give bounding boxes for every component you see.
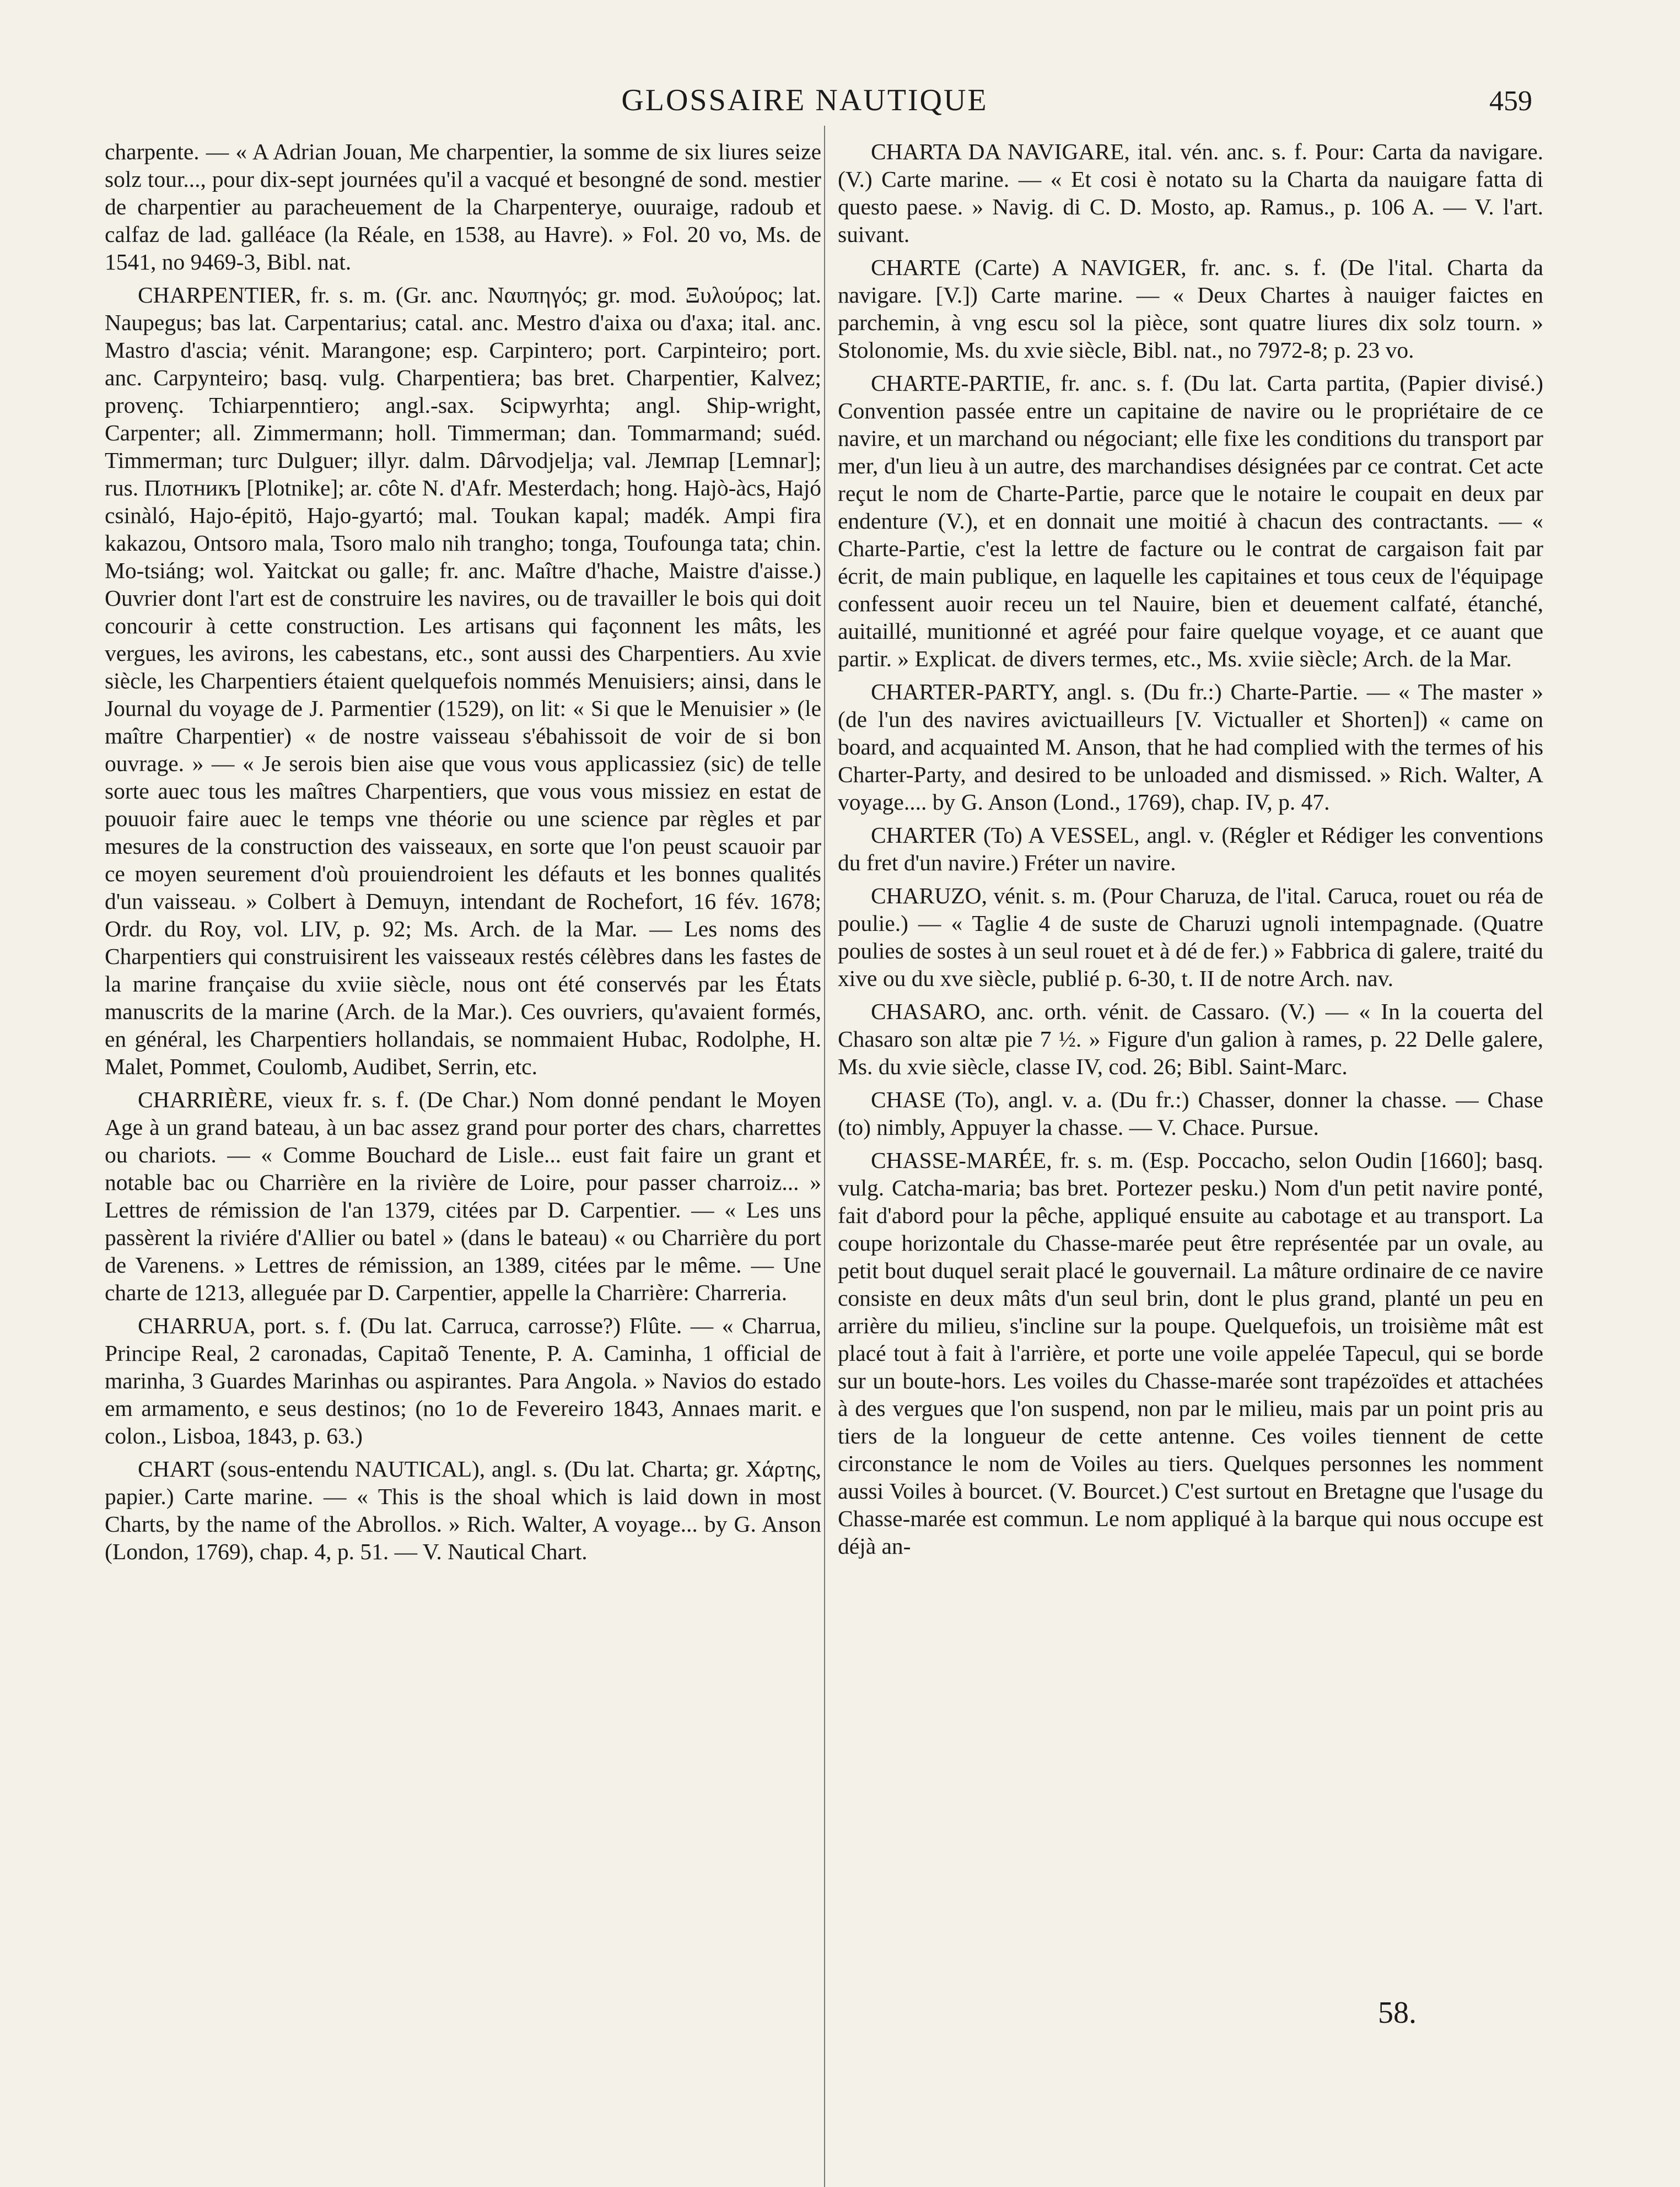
entry-paragraph: CHARPENTIER, fr. s. m. (Gr. anc. Ναυπηγός; gr. mod. Ξυλούρος; lat. Naupegus; bas lat. Carpentarius; catal. anc. Mestro d'aixa ou d'axa; ital. anc. Mastro d'ascia; vénit. Marangone; esp. Carpintero; port. Carpinteiro; port. anc. Carpynteiro; basq. vulg. Charpentiera; bas bret. Charpentier, Kalvez; provenç. Tchiarpenntiero; angl.-sax. Scipwyrhta; angl. Ship-wright, Carpenter; all. Zimmermann; holl. Timmerman; dan. Tommarmand; suéd. Timmerman; turc Dulguer; illyr. dalm. Dârvodjelja; val. Лемпар [Lemnar]; rus. Плотникъ [Plotnike]; ar. côte N. d'Afr. Mesterdach; hong. Hajò-àcs, Hajó csinàló, Hajo-épitö, Hajo-gyartó; mal. Toukan kapal; madék. Ampi fira kakazou, Ontsoro mala, Tsoro malo nih trangho; tonga, Toufounga tata; chin. Mo-tsiáng; wol. Yaitckat ou galle; fr. anc. Maître d'hache, Maistre d'aisse.) Ouvrier dont l'art est de construire les navires, ou de travailler le bois qui doit concourir à cette construction. Les artisans qui façonnent les mâts, les vergues, les avirons, les cabestans, etc., sont aussi des Charpentiers. Au xvie siècle, les Charpentiers étaient quelquefois nommés Menuisiers; ainsi, dans le Journal du voyage de J. Parmentier (1529), on lit: « Si que le Menuisier » (le maître Charpentier) « de nostre vaisseau s'ébahissoit de voir de si bon ouvrage. » — « Je serois bien aise que vous vous applicassiez (sic) de telle sorte auec tous les maîtres Charpentiers, que vous vous missiez en estat de pouuoir faire auec le temps vne théorie ou une science par règles et par mesures de la construction des vaisseaux, en sorte que l'on peust scauoir par ce moyen seurement d'où prouiendroient les défauts et les bonnes qualités d'un vaisseau. » Colbert à Demuyn, intendant de Rochefort, 16 fév. 1678; Ordr. du Roy, vol. LIV, p. 92; Ms. Arch. de la Mar. — Les noms des Charpentiers qui construisirent les vaisseaux restés célèbres dans les fastes de la marine française du xviie siècle, nous ont été conservés par les États manuscrits de la marine (Arch. de la Mar.). Ces ouvriers, qu'avaient formés, en général, les Charpentiers hollandais, se nommaient Hubac, Rodolphe, H. Malet, Pommet, Coulomb, Audibet, Serrin, etc. (105, 282, 821, 1079)
entry-paragraph: CHARUZO, vénit. s. m. (Pour Charuza, de l'ital. Caruca, rouet ou réa de poulie.) — « Taglie 4 de suste de Charuzi ugnoli intempagnade. (Quatre poulies de sostes à un seul rouet et à dé de fer.) » Fabbrica di galere, traité du xive ou du xve siècle, publié p. 6-30, t. II de notre Arch. nav. (838, 883, 1543, 991)
entry-paragraph: charpente. — « A Adrian Jouan, Me charpentier, la somme de six liures seize solz tour..., pour dix-sept journées qu'il a vacqué et besongné de sond. mestier de charpentier au paracheuement de la Charpenterye, ouuraige, radoub et calfaz de lad. galléace (la Réale, en 1538, au Havre). » Fol. 20 vo, Ms. de 1541, no 9469-3, Bibl. nat. (105, 139, 821, 274)
running-title: GLOSSAIRE NAUTIQUE (621, 83, 988, 117)
entry-paragraph: CHARTER-PARTY, angl. s. (Du fr.:) Charte-Partie. — « The master » (de l'un des navires avictuailleurs [V. Victualler et Shorten]) « came on board, and acquainted M. Anson, that he had complied with the termes of his Charter-Party, and desired to be unloaded and dismissed. » Rich. Walter, A voyage.... by G. Anson (Lond., 1769), chap. IV, p. 47. (838, 679, 1543, 815)
entry-paragraph: CHARRUA, port. s. f. (Du lat. Carruca, carrosse?) Flûte. — « Charrua, Principe Real, 2 caronadas, Capitaõ Tenente, P. A. Caminha, 1 official de marinha, 3 Guardes Marinhas ou aspirantes. Para Angola. » Navios do estado em armamento, e seus destinos; (no 1o de Fevereiro 1843, Annaes marit. e colon., Lisboa, 1843, p. 63.) (105, 1313, 821, 1448)
page-number: 459 (1489, 85, 1532, 117)
entry-paragraph: CHART (sous-entendu NAUTICAL), angl. s. (Du lat. Charta; gr. Χάρτης, papier.) Carte marine. — « This is the shoal which is laid down in most Charts, by the name of the Abrollos. » Rich. Walter, A voyage... by G. Anson (London, 1769), chap. 4, p. 51. — V. Nautical Chart. (105, 1456, 821, 1564)
entry-paragraph: CHASARO, anc. orth. vénit. de Cassaro. (V.) — « In la couerta del Chasaro son altæ pie 7 ½. » Figure d'un galion à rames, p. 22 Delle galere, Ms. du xvie siècle, classe IV, cod. 26; Bibl. Saint-Marc. (838, 999, 1543, 1079)
column-divider (824, 126, 825, 2187)
signature-mark: 58. (1378, 1996, 1417, 2030)
page-header (99, 83, 1532, 127)
right-column (838, 138, 1543, 1565)
entry-paragraph: CHARTER (To) A VESSEL, angl. v. (Régler et Rédiger les conventions du fret d'un navire.) Fréter un navire. (838, 822, 1543, 875)
entry-paragraph: CHASE (To), angl. v. a. (Du fr.:) Chasser, donner la chasse. — Chase (to) nimbly, Appuyer la chasse. — V. Chace. Pursue. (838, 1087, 1543, 1140)
entry-paragraph: CHARRIÈRE, vieux fr. s. f. (De Char.) Nom donné pendant le Moyen Age à un grand bateau, à un bac assez grand pour porter des chars, charrettes ou chariots. — « Comme Bouchard de Lisle... eust fait faire un grant et notable bac ou Charrière en la rivière de Loire, pour passer charroiz... » Lettres de rémission de l'an 1379, citées par D. Carpentier. — « Les uns passèrent la riviére d'Allier ou batel » (dans le bateau) « ou Charrière du port de Varenens. » Lettres de rémission, an 1389, citées par le même. — Une charte de 1213, alleguée par D. Carpentier, appelle la Charrière: Charreria. (105, 1087, 821, 1305)
entry-paragraph: CHASSE-MARÉE, fr. s. m. (Esp. Poccacho, selon Oudin [1660]; basq. vulg. Catcha-maria; bas bret. Portezer pesku.) Nom d'un petit navire ponté, fait d'abord pour la pêche, appliqué ensuite au cabotage et au transport. La coupe horizontale du Chasse-marée peut être représentée par un ovale, au petit bout duquel serait placé le gouvernail. La mâture ordinaire de ce navire consiste en deux mâts d'un seul brin, dont le plus grand, planté un peu en arrière du milieu, s'incline sur la poupe. Quelquefois, un troisième mât est placé tout à fait à l'arrière, et porte une voile appelée Tapecul, qui se borde sur un boute-hors. Les voiles du Chasse-marée sont trapézoïdes et attachées à des vergues que l'on suspend, non par le milieu, mais par un point pris au tiers de la longueur de cette antenne. Ces voiles tiennent de cette circonstance le nom de Voiles au tiers. Quelques personnes les nomment aussi Voiles à bourcet. (V. Bourcet.) C'est surtout en Bretagne que l'usage du Chasse-marée est commun. Le nom appliqué à la barque qui nous occupe est déjà an- (838, 1148, 1543, 1559)
entry-paragraph: CHARTE (Carte) A NAVIGER, fr. anc. s. f. (De l'ital. Charta da navigare. [V.]) Carte marine. — « Deux Chartes à nauiger faictes en parchemin, à vng escu sol la pièce, sont quatre liures dix solz tourn. » Stolonomie, Ms. du xvie siècle, Bibl. nat., no 7972-8; p. 23 vo. (838, 255, 1543, 363)
entry-paragraph: CHARTA DA NAVIGARE, ital. vén. anc. s. f. Pour: Carta da navigare. (V.) Carte marine. — « Et cosi è notato su la Charta da nauigare fatta di questo paese. » Navig. di C. D. Mosto, ap. Ramus., p. 106 A. — V. l'art. suivant. (838, 139, 1543, 247)
entry-paragraph: CHARTE-PARTIE, fr. anc. s. f. (Du lat. Carta partita, (Papier divisé.) Convention passée entre un capitaine de navire ou le propriétaire de ce navire, et un marchand ou négociant; elle fixe les conditions du transport par mer, d'un lieu à un autre, des marchandises désignées par ce contrat. Cet acte reçut le nom de Charte-Partie, parce que le notaire le coupait en deux par endenture (V.), et en donnait une moitié à chacun des contractants. — « Charte-Partie, c'est la lettre de facture ou le contrat de cargaison fait par écrit, de main publique, en laquelle les capitaines et tous ceux de l'équipage confessent auoir receu un tel Nauire, bien et deuement calfaté, étanché, auitaillé, munitionné et agréé pour faire quelque voyage, et ce auant que partir. » Explicat. de divers termes, etc., Ms. xviie siècle; Arch. de la Mar. (838, 370, 1543, 671)
left-column (105, 138, 821, 1571)
